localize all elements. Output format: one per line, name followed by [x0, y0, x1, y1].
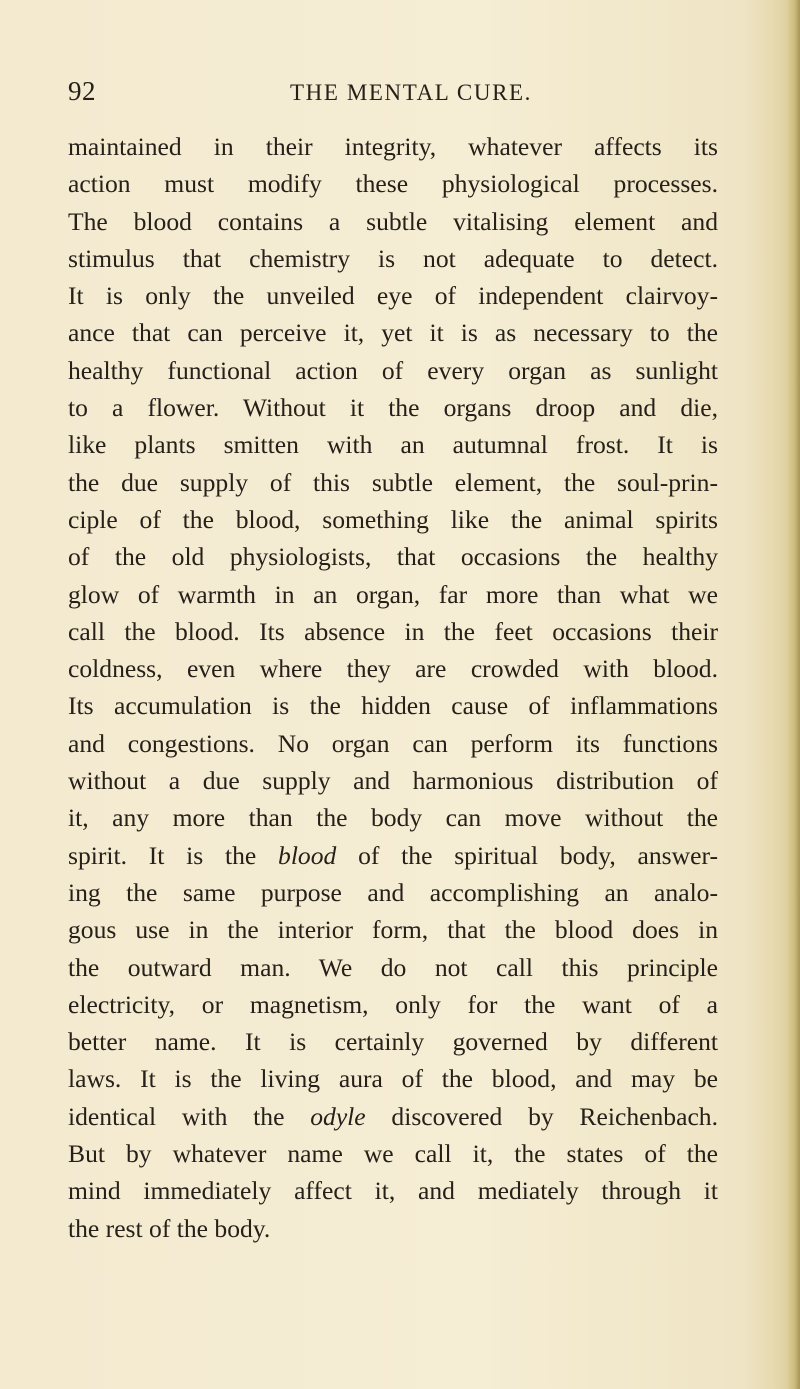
text-line: electricity, or magnetism, only for the want of a: [68, 989, 718, 1019]
text-line: without a due supply and harmonious distribution of: [68, 766, 718, 796]
text-line: of the old physiologists, that occasions the healthy: [68, 542, 718, 572]
page-header: [68, 76, 722, 116]
text-line: it, any more than the body can move without the: [68, 803, 718, 833]
text-line: mind immediately affect it, and mediately through it: [68, 1176, 718, 1206]
text-line: ing the same purpose and accomplishing an analo-: [68, 877, 718, 907]
text-line: ance that can perceive it, yet it is as necessary to the: [68, 318, 718, 348]
text-line: maintained in their integrity, whatever affects its: [68, 132, 718, 161]
italic-word-odyle: odyle: [310, 1101, 366, 1131]
text-line: call the blood. Its absence in the feet occasions their: [68, 616, 718, 646]
text-line: healthy functional action of every organ as sunlight: [68, 355, 718, 385]
text-line: identical with the odyle discovered by Reichenbach.: [68, 1101, 718, 1131]
text-line: glow of warmth in an organ, far more than what we: [68, 579, 718, 609]
text-line: to a flower. Without it the organs droop and die,: [68, 393, 718, 423]
text-line: laws. It is the living aura of the blood, and may be: [68, 1064, 718, 1094]
text-line: the outward man. We do not call this principle: [68, 952, 718, 982]
text-line: like plants smitten with an autumnal frost. It is: [68, 430, 718, 460]
text-line: the due supply of this subtle element, the soul-prin-: [68, 467, 718, 497]
body-paragraph: [68, 128, 718, 1247]
page-number: 92: [68, 76, 96, 106]
text-line-last: the rest of the body.: [68, 1213, 271, 1243]
text-line: ciple of the blood, something like the animal spirits: [68, 504, 718, 534]
text-line: and congestions. No organ can perform its functions: [68, 728, 718, 758]
text-line: The blood contains a subtle vitalising element and: [68, 206, 718, 236]
text-line: better name. It is certainly governed by different: [68, 1027, 718, 1057]
running-head: THE MENTAL CURE.: [290, 80, 533, 105]
text-line: action must modify these physiological processes.: [68, 169, 718, 199]
text-line: stimulus that chemistry is not adequate to detect.: [68, 243, 718, 273]
text-line: But by whatever name we call it, the states of the: [68, 1139, 718, 1169]
text-line: Its accumulation is the hidden cause of inflammations: [68, 691, 718, 721]
page-edge-shadow: [786, 0, 800, 1389]
text-line: gous use in the interior form, that the blood does in: [68, 915, 718, 945]
italic-word-blood: blood: [278, 840, 337, 870]
text-line: spirit. It is the blood of the spiritual body, answer-: [68, 840, 718, 870]
text-line: It is only the unveiled eye of independent clairvoy-: [68, 281, 718, 311]
text-line: coldness, even where they are crowded with blood.: [68, 654, 718, 684]
